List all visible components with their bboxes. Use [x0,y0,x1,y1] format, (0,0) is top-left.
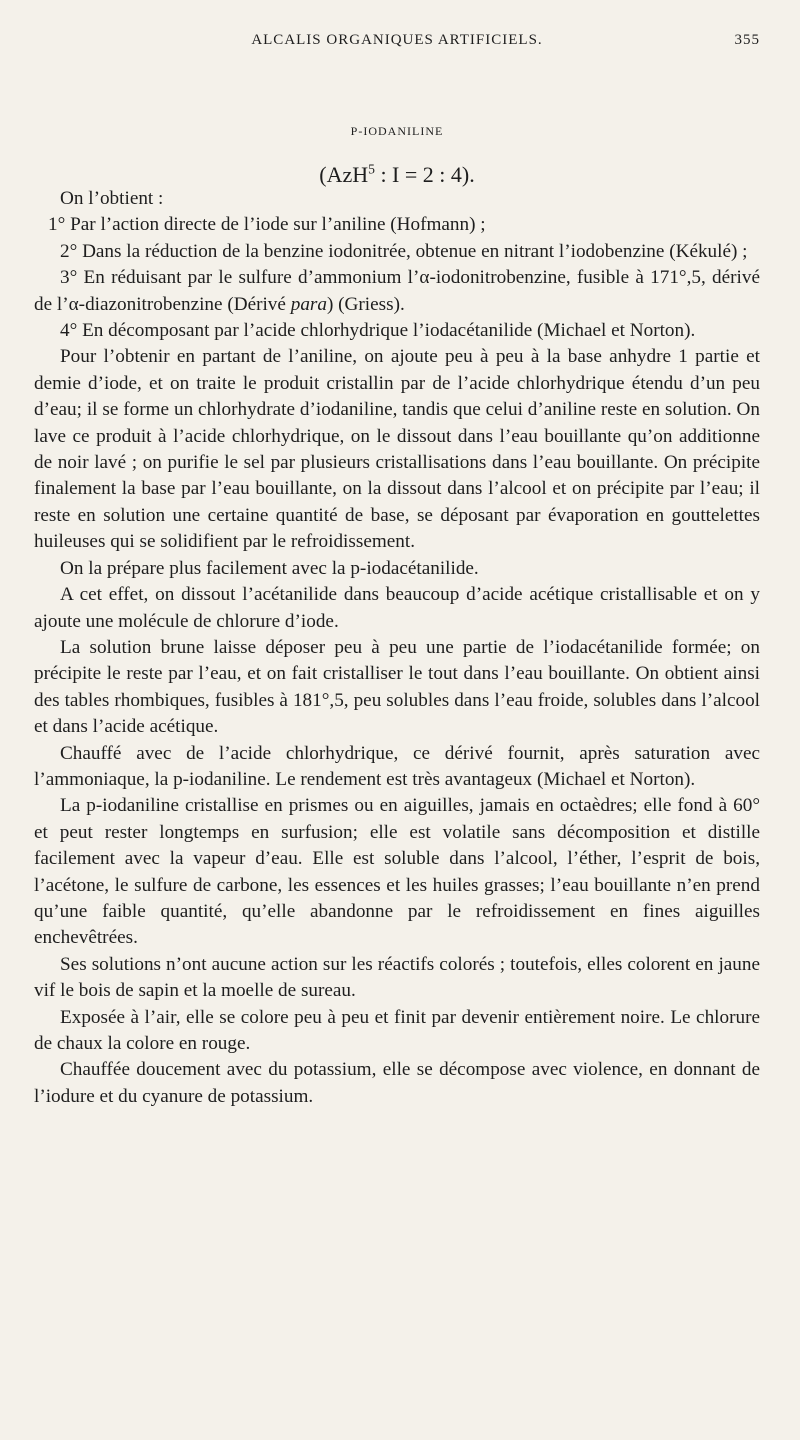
running-head-title: ALCALIS ORGANIQUES ARTIFICIELS. [251,32,543,48]
paragraph-reagent-action: Ses solutions n’ont aucune action sur les réactifs colorés ; toutefois, elles colorent en jaune vif le bois de sapin et la moelle de sureau. [34,953,760,1002]
formula-superscript: 5 [368,161,375,177]
body-text [34,186,760,1110]
intro-line: On l’obtient : [60,188,164,209]
method-3-text: 3° En réduisant par le sulfure d’ammonium l’α-iodonitrobenzine, fusible à 171°,5, dérivé de l’α-diazonitrobenzine (Dérivé [34,267,760,315]
method-4: 4° En décomposant par l’acide chlorhydrique l’iodacétanilide (Michael et Norton). [60,320,696,342]
paragraph-potassium-heating: Chauffée doucement avec du potassium, elle se décompose avec violence, en donnant de l’iodure et du cyanure de potassium. [34,1059,760,1107]
paragraph-air-exposure: Exposée à l’air, elle se colore peu à peu et finit par devenir entièrement noire. Le chlorure de chaux la colore en rouge. [34,1006,760,1054]
formula-prefix: (AzH [319,162,369,187]
paragraph-hydrochloric-heating: Chauffé avec de l’acide chlorhydrique, ce dérivé fournit, après saturation avec l’ammoniaque, la p-iodaniline. Le rendement est très avantageux (Michael et Norton). [34,742,760,790]
section-title: P-IODANILINE [350,124,444,138]
paragraph-aniline-procedure: Pour l’obtenir en partant de l’aniline, on ajoute peu à peu à la base anhydre 1 partie et demie d’iode, et on traite le produit cristallin par de l’acide chlorhydrique étendu d’un peu d’eau; il se forme un chlorhydrate d’iodaniline, tandis que celui d’aniline reste en solution. On lave ce produit à l’acide chlorhydrique, on le dissout dans l’eau bouillante qu’on additionne de noir lavé ; on purifie le sel par plusieurs cristallisations dans l’eau bouillante. On précipite finalement la base par l’eau bouillante, on la dissout dans l’alcool et on précipite par l’eau; il reste en solution une certaine quantité de base, se déposant par évaporation en gouttelettes huileuses qui se solidifient par le refroidissement. [34,346,760,553]
paragraph-iodacetanilide-intro: On la prépare plus facilement avec la p-iodacétanilide. [60,557,479,579]
page-number: 355 [734,32,760,48]
method-2: 2° Dans la réduction de la benzine iodonitrée, obtenue en nitrant l’iodobenzine (Kékulé) ; [60,240,748,262]
formula-suffix: : I = 2 : 4). [374,162,475,187]
paragraph-acetanilide-dissolution: A cet effet, on dissout l’acétanilide dans beaucoup d’acide acétique cristallisable et on y ajoute une molécule de chlorure d’iode. [34,584,760,632]
method-1: 1° Par l’action directe de l’iode sur l’aniline (Hofmann) ; [48,214,486,236]
paragraph-brown-solution: La solution brune laisse déposer peu à peu une partie de l’iodacétanilide formée; on précipite le reste par l’eau, et on fait cristalliser le tout dans l’eau bouillante. On obtient ainsi des tables rhombiques, fusibles à 181°,5, peu solubles dans l’eau froide, solubles dans l’alcool et dans l’acide acétique. [34,636,760,738]
method-3 [34,265,760,318]
running-head [34,32,760,56]
method-3-tail: ) (Griess). [326,293,405,315]
method-3-italic: para [290,293,327,315]
paragraph-crystallization-properties: La p-iodaniline cristallise en prismes ou en aiguilles, jamais en octaèdres; elle fond à 60° et peut rester longtemps en surfusion; elle est volatile sans décomposition et distille facilement avec la vapeur d’eau. Elle est soluble dans l’alcool, l’éther, l’esprit de bois, l’acétone, le sulfure de carbone, les essences et les huiles grasses; l’eau bouillante n’en prend qu’une faible quantité, qu’elle abandonne par le refroidissement en fines aiguilles enchevêtrées. [34,795,760,949]
